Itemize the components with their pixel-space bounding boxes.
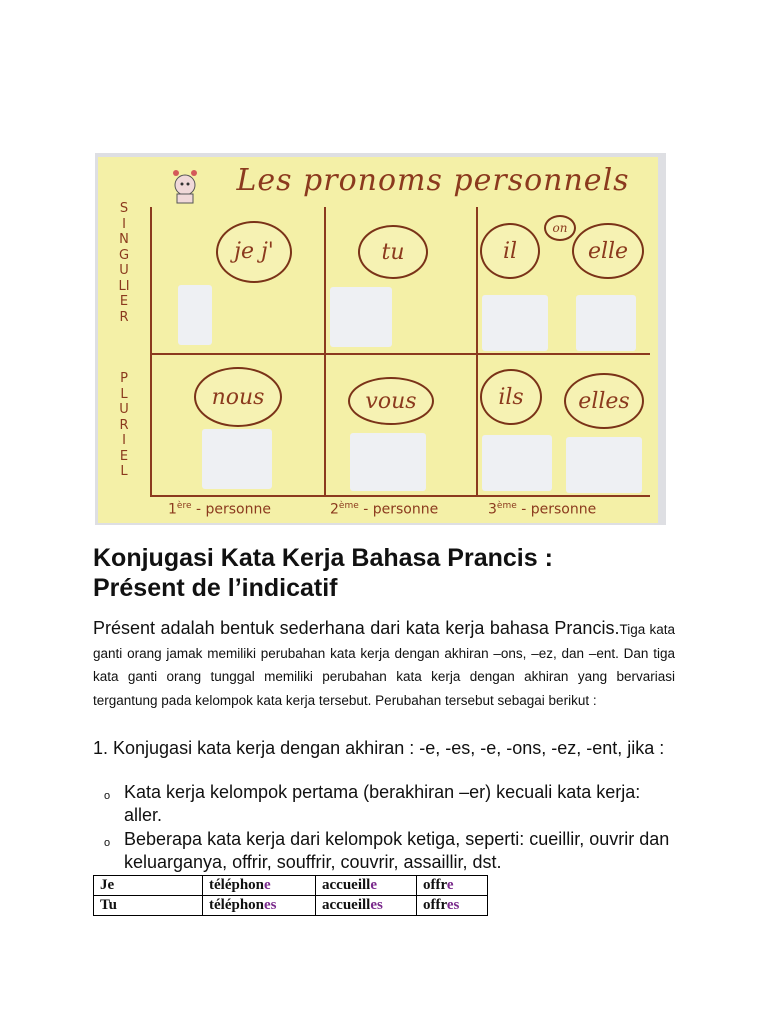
grid-line	[324, 207, 326, 497]
bubble-elle	[572, 223, 644, 279]
figure-illustration	[202, 429, 272, 489]
table-cell	[203, 876, 316, 896]
bullet-text: Beberapa kata kerja dari kelompok ketiga, seperti: cueillir, ouvrir dan keluarganya, offrir, souffrir, couvrir, assaillir, dst.	[124, 829, 670, 872]
person-sup: ème	[338, 501, 359, 511]
list-item	[104, 828, 676, 874]
mascot-icon	[170, 167, 200, 205]
bubble-text: tu	[381, 239, 405, 265]
plural-label: PLURIEL	[119, 371, 129, 479]
figure-illustration	[482, 295, 548, 351]
poster-title: Les pronoms personnels	[236, 163, 630, 198]
table-cell	[316, 896, 417, 916]
grid-line	[150, 495, 650, 497]
intro-paragraph	[93, 617, 675, 712]
table-cell	[417, 896, 488, 916]
bubble-text: ils	[498, 384, 524, 410]
person-label-3: 3ème - personne	[488, 501, 597, 518]
verb-ending: es	[264, 897, 277, 913]
verb-stem: accueill	[322, 877, 371, 893]
person-num: 1	[168, 501, 177, 518]
table-row	[94, 876, 488, 896]
bullet-icon: o	[104, 790, 111, 802]
bubble-text: vous	[365, 388, 417, 414]
person-num: 3	[488, 501, 497, 518]
grid-line	[150, 353, 650, 355]
verb-ending: e	[264, 877, 271, 893]
bubble-text: elle	[587, 238, 629, 264]
intro-rest: Tiga kata ganti orang jamak memiliki perubahan kata kerja dengan akhiran –ons, –ez, dan –ent. Dan tiga kata ganti orang tunggal memiliki perubahan kata kerja dengan akhiran yang bervariasi tergantung pada kelompok kata kerja tersebut. Perubahan tersebut sebagai berikut :	[93, 622, 675, 708]
figure-illustration	[576, 295, 636, 351]
pronoun-cell: Je	[94, 876, 203, 896]
verb-stem: accueill	[322, 897, 371, 913]
list-item	[104, 781, 676, 827]
person-label-1: 1ère - personne	[168, 501, 271, 518]
grid-line	[150, 207, 152, 497]
person-num: 2	[330, 501, 339, 518]
bubble-text: il	[502, 238, 518, 264]
verb-stem: téléphon	[209, 877, 265, 893]
bubble-je	[216, 221, 292, 283]
verb-ending: e	[446, 877, 454, 893]
bubble-ils	[480, 369, 542, 425]
verb-stem: offr	[423, 877, 447, 893]
bubble-elles	[564, 373, 644, 429]
table-cell	[417, 876, 488, 896]
bubble-text: elles	[578, 388, 630, 414]
person-sup: ère	[176, 501, 192, 511]
bubble-tu	[358, 225, 428, 279]
person-word: personne	[530, 501, 597, 518]
poster	[98, 157, 658, 523]
bubble-on	[544, 215, 576, 241]
person-sup: ème	[496, 501, 517, 511]
verb-ending: es	[446, 897, 460, 913]
figure-illustration	[350, 433, 426, 491]
verb-stem: téléphon	[209, 897, 265, 913]
table-row	[94, 896, 488, 916]
singular-label: SINGULIER	[118, 201, 130, 325]
conjugation-table	[93, 875, 488, 916]
bullet-icon: o	[104, 837, 111, 849]
verb-stem: offr	[423, 897, 447, 913]
bubble-nous	[194, 367, 282, 427]
section-heading	[93, 543, 693, 603]
list-item-1: 1. Konjugasi kata kerja dengan akhiran : -e, -es, -e, -ons, -ez, -ent, jika :	[93, 738, 665, 758]
bubble-text: je j'	[234, 239, 274, 264]
table-cell	[203, 896, 316, 916]
intro-lead: Présent adalah bentuk sederhana dari kata kerja bahasa Prancis.	[93, 618, 620, 638]
figure-illustration	[566, 437, 642, 493]
figure-illustration	[178, 285, 212, 345]
bubble-il	[480, 223, 540, 279]
table-cell	[316, 876, 417, 896]
bullet-list	[104, 781, 676, 875]
verb-ending: es	[370, 897, 383, 913]
pronoun-cell: Tu	[94, 896, 203, 916]
heading-line-2: Présent de l’indicatif	[93, 574, 338, 602]
poster-photo	[95, 153, 666, 525]
bullet-text: Kata kerja kelompok pertama (berakhiran –er) kecuali kata kerja: aller.	[124, 782, 641, 825]
person-word: personne	[372, 501, 439, 518]
verb-ending: e	[370, 877, 377, 893]
person-label-2: 2ème - personne	[330, 501, 439, 518]
person-word: personne	[205, 501, 271, 518]
figure-illustration	[330, 287, 392, 347]
bubble-vous	[348, 377, 434, 425]
bubble-text: nous	[211, 384, 265, 410]
bubble-text: on	[552, 221, 568, 235]
figure-illustration	[482, 435, 552, 491]
grid-line	[476, 207, 478, 497]
heading-line-1: Konjugasi Kata Kerja Bahasa Prancis :	[93, 544, 553, 572]
